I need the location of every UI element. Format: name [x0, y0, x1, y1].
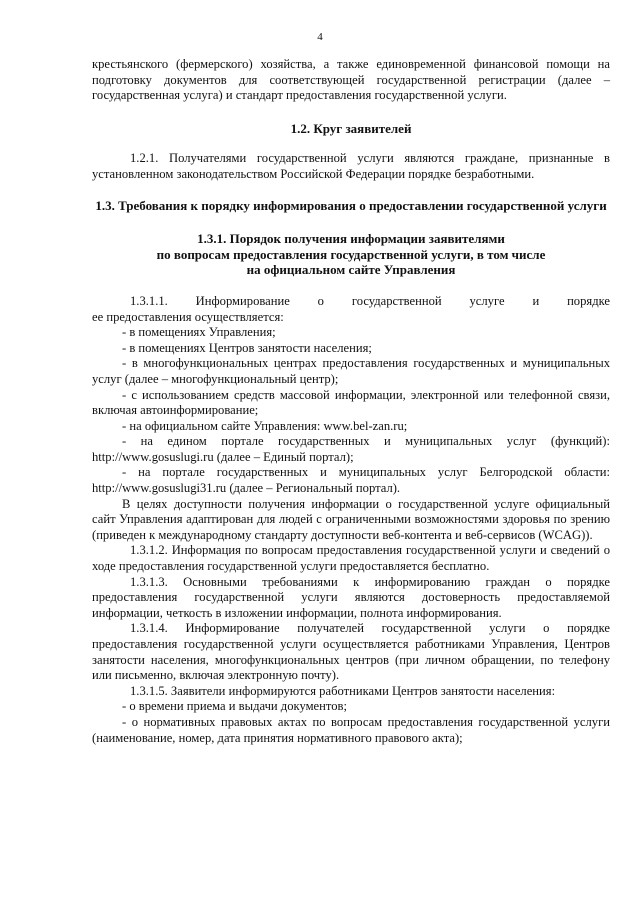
- paragraph-wcag: В целях доступности получения информации о государственной услуге официальный сайт Управления адаптирован для людей с ограниченными возможностями здоровья по зрению (приведен к международному стандарту доступности веб-контента и веб-сервисов (WCAG)).: [92, 496, 610, 542]
- paragraph-1-3-1-5: 1.3.1.5. Заявители информируются работниками Центров занятости населения:: [130, 683, 556, 698]
- document-body: [92, 57, 610, 746]
- paragraph-1-3-1-1: 1.3.1.1. Информирование о государственной услуге и порядке: [130, 293, 610, 308]
- heading-line: по вопросам предоставления государственной услуги, в том числе: [156, 246, 546, 262]
- section-heading-1-2: 1.2. Круг заявителей: [290, 120, 412, 136]
- list-item: - о нормативных правовых актах по вопросам предоставления государственной услуги (наименование, номер, дата принятия нормативного правового акта);: [92, 714, 610, 745]
- list-item: - на официальном сайте Управления: www.bel-zan.ru;: [122, 418, 408, 433]
- paragraph-1-3-1-4: 1.3.1.4. Информирование получателей государственной услуги о порядке предоставления государственной услуги осуществляется работниками Управления, Центров занятости населения, многофункциональных центров (при личном обращении, по телефону или письменно, включая электронную почту).: [92, 621, 610, 683]
- paragraph-1-3-1-3: 1.3.1.3. Основными требованиями к информированию граждан о порядке предоставления государственной услуги являются достоверность предоставляемой информации, четкость в изложении информации, полнота информирования.: [92, 574, 610, 620]
- list-item: - в помещениях Управления;: [122, 325, 276, 340]
- paragraph-1-3-1-1-cont: ее предоставления осуществляется:: [92, 309, 284, 324]
- section-heading-1-3: 1.3. Требования к порядку информирования о предоставлении государственной услуги: [95, 197, 607, 213]
- intro-paragraph: крестьянского (фермерского) хозяйства, а также единовременной финансовой помощи на подготовку документов для соответствующей государственной регистрации (далее – государственная услуга) и стандарт предоставления государственной услуги.: [92, 57, 610, 103]
- heading-line: 1.3.1. Порядок получения информации заявителями: [197, 231, 505, 247]
- list-item: - на портале государственных и муниципальных услуг Белгородской области: http://www.gosuslugi31.ru (далее – Региональный портал).: [92, 465, 610, 496]
- paragraph-1-2-1: 1.2.1. Получателями государственной услуги являются граждане, признанные в установленном законодательством Российской Федерации порядке безработными.: [92, 151, 610, 181]
- page-number: 4: [317, 31, 323, 43]
- list-item: - с использованием средств массовой информации, электронной или телефонной связи, включая автоинформирование;: [92, 387, 610, 418]
- subsection-heading-1-3-1: [92, 231, 610, 278]
- heading-line: на официальном сайте Управления: [246, 262, 456, 278]
- paragraph-1-3-1-2: 1.3.1.2. Информация по вопросам предоставления государственной услуги и сведений о ходе предоставления государственной услуги предоставляется бесплатно.: [92, 543, 610, 574]
- list-item: - в помещениях Центров занятости населения;: [122, 340, 372, 355]
- list-item: - о времени приема и выдачи документов;: [122, 699, 347, 714]
- list-item: - в многофункциональных центрах предоставления государственных и муниципальных услуг (далее – многофункциональный центр);: [92, 356, 610, 386]
- list-item: - на едином портале государственных и муниципальных услуг (функций): http://www.gosuslugi.ru (далее – Единый портал);: [92, 434, 610, 464]
